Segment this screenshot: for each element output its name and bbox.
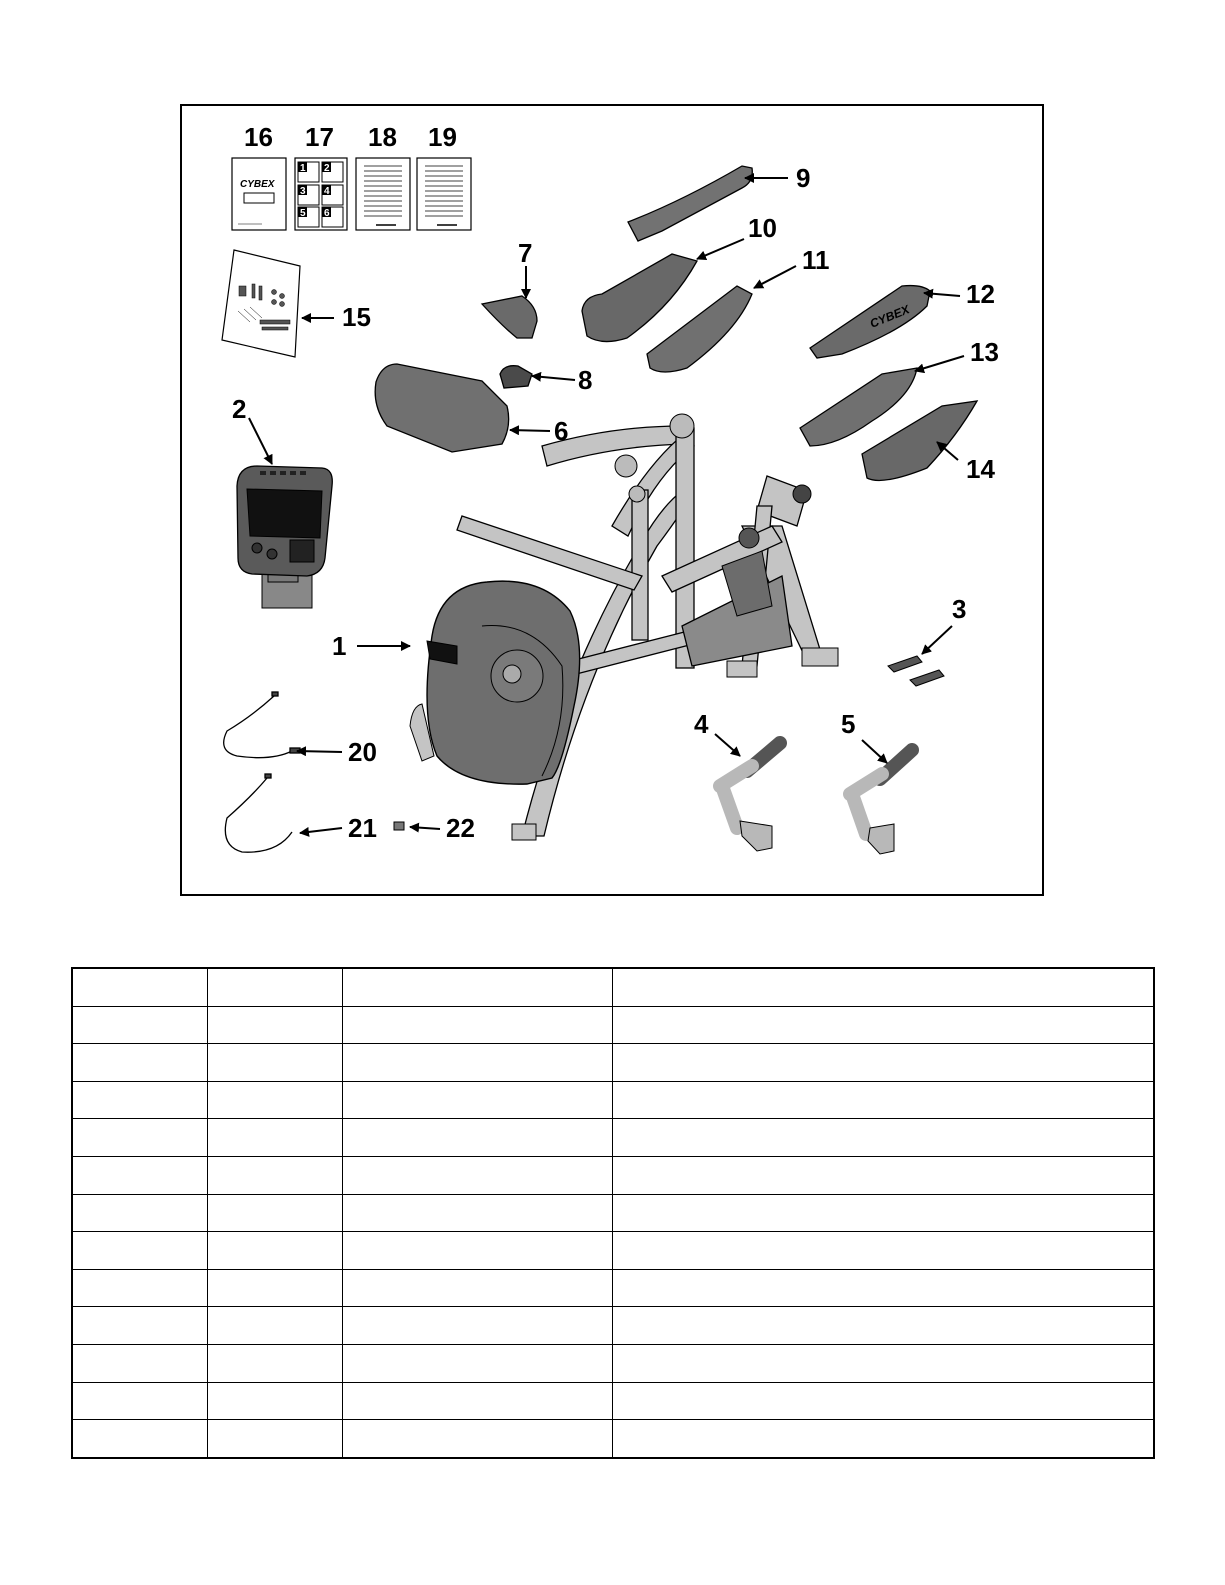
manual-brand: CYBEX <box>240 179 275 190</box>
table-cell <box>342 1232 612 1270</box>
callout-16: 16 <box>244 122 273 152</box>
callout-21: 21 <box>348 813 377 843</box>
table-cell <box>612 1269 1154 1307</box>
table-cell <box>72 1006 207 1044</box>
table-row <box>72 1119 1154 1157</box>
cable-20 <box>224 692 300 758</box>
table-row <box>72 1269 1154 1307</box>
table-cell <box>612 1044 1154 1082</box>
callout-17: 17 <box>305 122 334 152</box>
table-cell <box>207 1269 342 1307</box>
table-cell <box>207 1006 342 1044</box>
table-cell <box>72 1269 207 1307</box>
callout-1: 1 <box>332 631 347 661</box>
table-cell <box>342 1307 612 1345</box>
handle-right <box>850 750 912 854</box>
table-cell <box>612 968 1154 1006</box>
table-row <box>72 1157 1154 1195</box>
table-cell <box>342 1382 612 1420</box>
callout-arrows <box>249 178 967 833</box>
table-cell <box>207 1345 342 1383</box>
table-cell <box>612 1081 1154 1119</box>
shroud <box>410 581 580 784</box>
table-row <box>72 1194 1154 1232</box>
table-cell <box>72 1119 207 1157</box>
table-row <box>72 1044 1154 1082</box>
parts-figure <box>180 104 1044 896</box>
table-cell <box>342 1194 612 1232</box>
table-cell <box>342 1081 612 1119</box>
part-9 <box>628 166 752 241</box>
sheet-cell: 2 <box>324 163 330 174</box>
callout-22: 22 <box>446 813 475 843</box>
exploded-view-diagram <box>182 106 1042 894</box>
table-cell <box>207 1232 342 1270</box>
part-8 <box>500 366 532 388</box>
table-cell <box>72 1345 207 1383</box>
table-cell <box>207 968 342 1006</box>
table-cell <box>207 1194 342 1232</box>
table-row <box>72 1420 1154 1458</box>
part-10 <box>582 254 697 342</box>
table-row <box>72 1345 1154 1383</box>
table-cell <box>612 1232 1154 1270</box>
hardware-card <box>222 250 300 357</box>
callout-2: 2 <box>232 394 247 424</box>
table-cell <box>72 1232 207 1270</box>
callout-10: 10 <box>748 213 777 243</box>
callout-8: 8 <box>578 365 593 395</box>
part-6 <box>375 364 509 452</box>
table-row <box>72 1307 1154 1345</box>
table-row <box>72 1382 1154 1420</box>
callout-11: 11 <box>802 245 830 275</box>
table-cell <box>342 1269 612 1307</box>
table-row <box>72 1006 1154 1044</box>
table-cell <box>612 1194 1154 1232</box>
table-cell <box>342 1157 612 1195</box>
assembly-sheet <box>295 158 347 230</box>
sheet-cell: 6 <box>324 208 330 219</box>
callout-5: 5 <box>841 709 856 739</box>
table-cell <box>612 1119 1154 1157</box>
table-cell <box>72 1382 207 1420</box>
table-cell <box>207 1044 342 1082</box>
table-cell <box>207 1420 342 1458</box>
table-cell <box>612 1006 1154 1044</box>
callout-19: 19 <box>428 122 457 152</box>
table-cell <box>207 1307 342 1345</box>
table-cell <box>72 1044 207 1082</box>
sheet-cell: 1 <box>300 163 306 174</box>
callout-13: 13 <box>970 337 999 367</box>
callout-18: 18 <box>368 122 397 152</box>
console <box>237 466 332 608</box>
table-cell <box>342 1119 612 1157</box>
table-cell <box>612 1157 1154 1195</box>
table-cell <box>72 1194 207 1232</box>
cable-21 <box>225 774 292 852</box>
parts-table-body <box>72 968 1154 1458</box>
text-document-19 <box>417 158 471 230</box>
table-cell <box>72 1420 207 1458</box>
sheet-cell: 4 <box>324 186 330 197</box>
table-cell <box>207 1081 342 1119</box>
callout-7: 7 <box>518 238 533 268</box>
table-cell <box>612 1382 1154 1420</box>
table-cell <box>342 968 612 1006</box>
table-cell <box>342 1006 612 1044</box>
table-cell <box>612 1345 1154 1383</box>
table-cell <box>72 1081 207 1119</box>
table-cell <box>612 1420 1154 1458</box>
sheet-cell: 3 <box>300 186 306 197</box>
callout-14: 14 <box>966 454 995 484</box>
parts-table <box>71 967 1155 1459</box>
table-row <box>72 1081 1154 1119</box>
table-cell <box>207 1157 342 1195</box>
connector-22 <box>394 822 404 830</box>
part-12 <box>810 286 930 358</box>
callout-9: 9 <box>796 163 811 193</box>
table-row <box>72 968 1154 1006</box>
part-7 <box>482 296 537 338</box>
pads <box>888 656 944 686</box>
sheet-cell: 5 <box>300 208 306 219</box>
manual-document <box>232 158 286 230</box>
table-cell <box>342 1420 612 1458</box>
callout-4: 4 <box>694 709 709 739</box>
table-cell <box>72 1157 207 1195</box>
table-cell <box>72 1307 207 1345</box>
callout-12: 12 <box>966 279 995 309</box>
text-document-18 <box>356 158 410 230</box>
table-cell <box>342 1345 612 1383</box>
callout-6: 6 <box>554 416 569 446</box>
table-row <box>72 1232 1154 1270</box>
table-cell <box>207 1382 342 1420</box>
table-cell <box>342 1044 612 1082</box>
callout-3: 3 <box>952 594 967 624</box>
table-cell <box>207 1119 342 1157</box>
handle-left <box>720 743 780 851</box>
callout-20: 20 <box>348 737 377 767</box>
table-cell <box>612 1307 1154 1345</box>
table-cell <box>72 968 207 1006</box>
callout-15: 15 <box>342 302 371 332</box>
part-12-brand: CYBEX <box>867 302 912 331</box>
